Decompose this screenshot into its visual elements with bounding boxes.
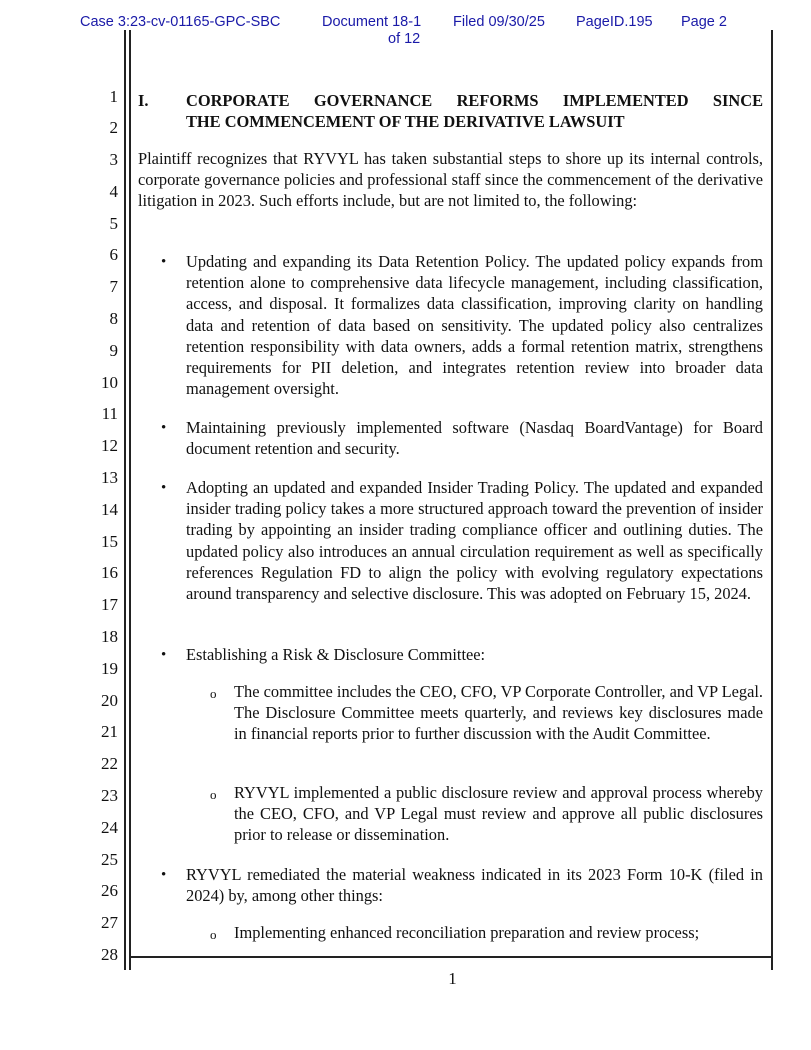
line-number: 25 (101, 850, 118, 869)
line-number: 10 (101, 373, 118, 392)
sub-bullet-committee-members: The committee includes the CEO, CFO, VP Corporate Controller, and VP Legal. The Disclosure Committee meets quarterly, and reviews key disclosures made in financial reports prior to further discussion with the Audit Committee. (234, 682, 763, 744)
page-number: 1 (448, 969, 457, 988)
line-number: 19 (101, 659, 118, 678)
line-number: 2 (109, 118, 118, 137)
line-number: 26 (101, 881, 118, 900)
sub-bullet-icon: o (210, 787, 217, 802)
line-number: 7 (109, 277, 118, 296)
line-number: 16 (101, 563, 118, 582)
line-number: 28 (101, 945, 118, 964)
line-number: 4 (109, 182, 118, 201)
bullet-icon: • (161, 480, 167, 496)
line-number: 22 (101, 754, 118, 773)
bullet-icon: • (161, 420, 167, 436)
bullet-item-material-weakness: RYVYL remediated the material weakness indicated in its 2023 Form 10-K (filed in 2024) by, among other things: (186, 865, 763, 906)
line-number: 1 (109, 87, 118, 106)
line-number: 27 (101, 913, 118, 932)
bullet-icon: • (161, 867, 167, 883)
line-number: 5 (109, 214, 118, 233)
section-heading-line-2: THE COMMENCEMENT OF THE DERIVATIVE LAWSUIT (186, 112, 625, 131)
document-number: Document 18-1 (322, 14, 422, 30)
bullet-item-data-retention: Updating and expanding its Data Retention Policy. The updated policy expands from retention alone to comprehensive data lifecycle management, including classification, access, and disposal. It formalizes data classification, improving clarity on handling data and retention of data based on sensitivity. The updated policy also centralizes retention responsibility with data owners, adds a formal retention matrix, strengthens requirements for PII deletion, and integrates retention review into broader data management oversight. (186, 252, 763, 399)
line-number: 23 (101, 786, 118, 805)
right-margin-rule (771, 30, 773, 970)
line-number: 13 (101, 468, 118, 487)
line-number: 14 (101, 500, 118, 519)
line-number: 17 (101, 595, 118, 614)
line-number: 3 (109, 150, 118, 169)
page-id: PageID.195 (576, 14, 653, 30)
bullet-icon: • (161, 647, 167, 663)
left-margin-rule-inner (129, 30, 131, 970)
section-heading (186, 90, 763, 132)
case-number: Case 3:23-cv-01165-GPC-SBC (80, 14, 281, 30)
line-number: 12 (101, 436, 118, 455)
line-number: 21 (101, 722, 118, 741)
section-heading-line-1: CORPORATE GOVERNANCE REFORMS IMPLEMENTED SINCE (186, 91, 763, 110)
line-number: 15 (101, 532, 118, 551)
bullet-icon: • (161, 254, 167, 270)
sub-bullet-icon: o (210, 927, 217, 942)
line-number: 11 (101, 404, 118, 423)
bullet-item-insider-trading: Adopting an updated and expanded Insider Trading Policy. The updated and expanded insider trading policy takes a more structured approach toward the prevention of insider trading by appointing an insider trading compliance officer and outlining duties. The updated policy also introduces an annual circulation requirement as well as specifically references Regulation FD to align the policy with evolving regulatory expectations around transparency and selective disclosure. This was adopted on February 15, 2024. (186, 478, 763, 604)
sub-bullet-disclosure-review: RYVYL implemented a public disclosure review and approval process whereby the CEO, CFO, and VP Legal must review and approve all public disclosures prior to release or dissemination. (234, 783, 763, 845)
footer-rule (131, 956, 772, 958)
line-number: 6 (109, 245, 118, 264)
line-number: 8 (109, 309, 118, 328)
line-number: 20 (101, 691, 118, 710)
bullet-item-risk-committee: Establishing a Risk & Disclosure Committee: (186, 645, 486, 664)
section-number: I. (138, 91, 149, 110)
line-number: 18 (101, 627, 118, 646)
sub-bullet-reconciliation: Implementing enhanced reconciliation preparation and review process; (234, 923, 700, 942)
filed-date: Filed 09/30/25 (453, 14, 545, 30)
line-number: 9 (109, 341, 118, 360)
page-total: of 12 (388, 31, 421, 47)
line-number: 24 (101, 818, 118, 837)
left-margin-rule-outer (124, 30, 126, 970)
bullet-item-boardvantage: Maintaining previously implemented software (Nasdaq BoardVantage) for Board document retention and security. (186, 418, 763, 459)
page-indicator: Page 2 (681, 14, 727, 30)
intro-paragraph: Plaintiff recognizes that RYVYL has taken substantial steps to shore up its internal controls, corporate governance policies and professional staff since the commencement of the derivative litigation in 2023. Such efforts include, but are not limited to, the following: (138, 149, 763, 211)
sub-bullet-icon: o (210, 686, 217, 701)
